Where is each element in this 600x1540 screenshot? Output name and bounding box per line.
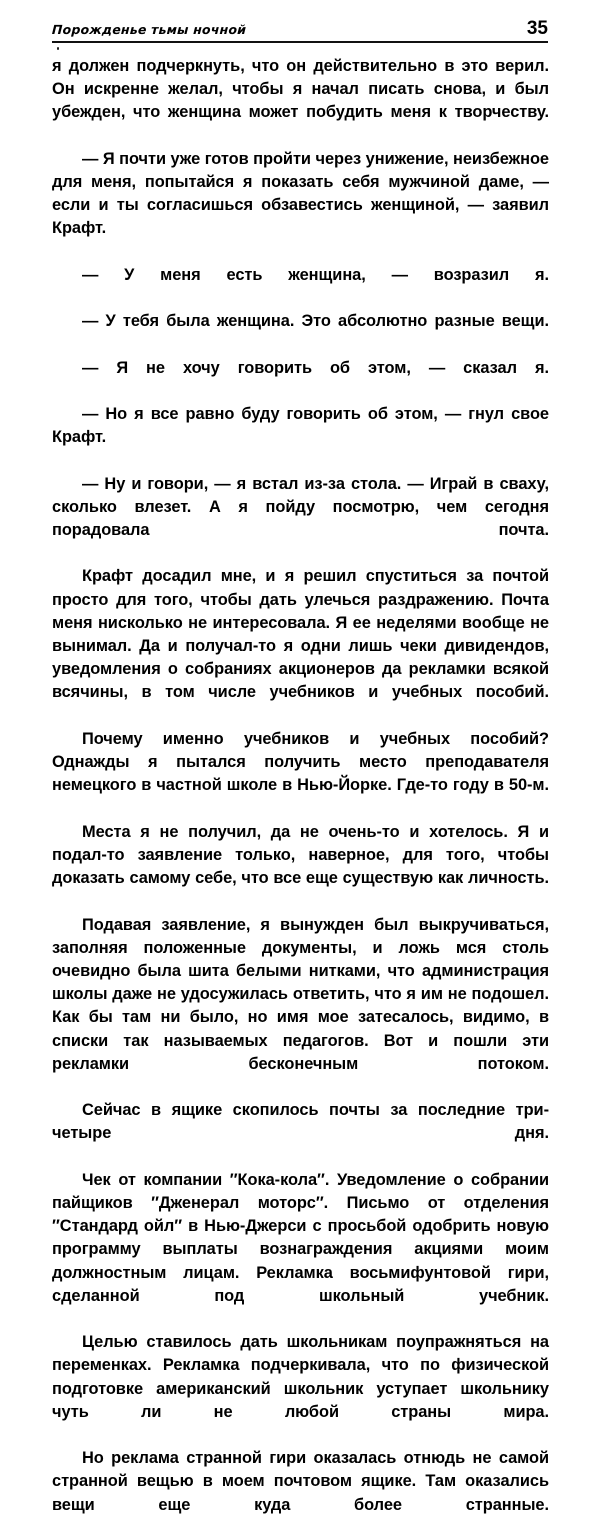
paragraph: я должен подчеркнуть, что он действительно в это верил. Он искренне желал, чтобы я начал писать снова, и был убежден, что женщина может побудить меня к творчеству. [52, 57, 549, 122]
running-head [52, 18, 548, 40]
paragraph: — Я не хочу говорить об этом, — сказал я. [82, 358, 549, 377]
paragraph: — Я почти уже готов пройти через унижение, неизбежное для меня, попытайся я показать себя мужчиной даме, — если и ты согласишься обзавестись женщиной, — заявил Крафт. [52, 149, 549, 238]
running-head-title: Порожденье тьмы ночной [51, 22, 247, 37]
paragraph: — Ну и говори, — я встал из-за стола. — Играй в сваху, сколько влезет. А я пойду посмотрю, чем сегодня порадовала почта. [52, 474, 549, 540]
page-number: 35 [526, 18, 548, 39]
paragraph: Подавая заявление, я вынужден был выкручиваться, заполняя положенные документы, и ложь мся столь очевидно была шита белыми нитками, что администрация школы даже не удосужилась ответить, что я им не подошел. Как бы там ни было, но имя мое затесалось, видимо, в списки так называемых педагогов. Вот и пошли эти рекламки бесконечным потоком. [52, 915, 549, 1073]
paragraph: — Но я все равно буду говорить об этом, — гнул свое Крафт. [52, 405, 549, 447]
paragraph: — У тебя была женщина. Это абсолютно разные вещи. [82, 312, 549, 331]
paragraph: — У меня есть женщина, — возразил я. [82, 265, 549, 284]
paragraph: Почему именно учебников и учебных пособий? Однажды я пытался получить место преподавателя немецкого в частной школе в Нью-Йорке. Где-то году в 50-м. [52, 729, 549, 795]
paragraph: Крафт досадил мне, и я решил спуститься за почтой просто для того, чтобы дать улечься раздражению. Почта меня нисколько не интересовала. Я ее неделями вообще не вынимал. Да и получал-то я одни лишь чеки дивидендов, уведомления о собраниях акционеров да рекламки всякой всячины, в том числе учебников и учебных пособий. [52, 567, 549, 702]
paragraph: Целью ставилось дать школьникам поупражняться на переменках. Рекламка подчеркивала, что по физической подготовке американский школьник уступает школьнику чуть ли не любой страны мира. [52, 1333, 549, 1421]
header-rule [52, 41, 548, 43]
paragraph: Сейчас в ящике скопилось почты за последние три-четыре дня. [52, 1101, 549, 1143]
paragraph: Чек от компании ″Кока-кола″. Уведомление о собрании пайщиков ″Дженерал моторс″. Письмо от отделения ″Стандард ойл″ в Нью-Джерси с просьбой одобрить новую программу выплаты вознаграждения акциями моим должностным лицам. Рекламка восьмифунтовой гири, сделанной под школьный учебник. [52, 1170, 549, 1305]
body-text [52, 55, 549, 1540]
scan-speck [57, 47, 59, 50]
paragraph: Но реклама странной гири оказалась отнюдь не самой странной вещью в моем почтовом ящике. Там оказались вещи еще куда более странные. [52, 1449, 549, 1514]
paragraph: Места я не получил, да не очень-то и хотелось. Я и подал-то заявление только, наверное, для того, чтобы доказать самому себе, что все еще существую как личность. [52, 822, 549, 888]
